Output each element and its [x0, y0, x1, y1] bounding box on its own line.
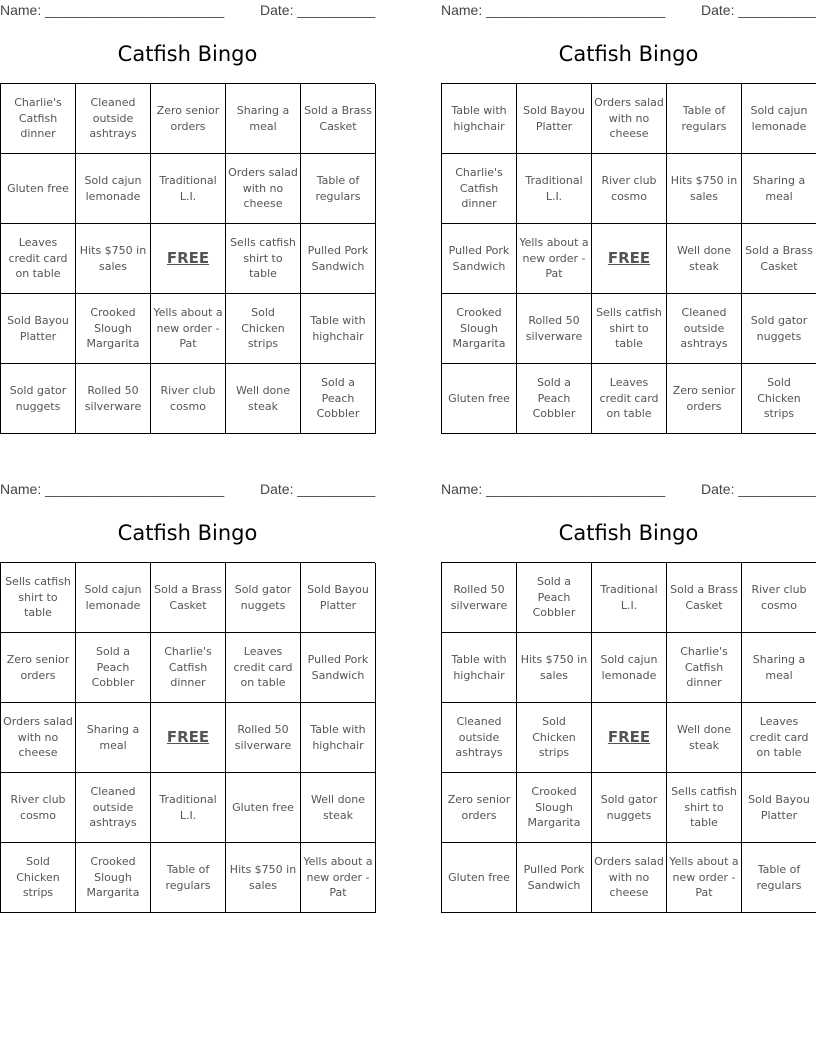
name-field-label: Name: _______________________ — [0, 2, 225, 18]
bingo-cell: Crooked Slough Margarita — [442, 294, 517, 364]
bingo-cell: Cleaned outside ashtrays — [442, 703, 517, 773]
bingo-cell: Sold Bayou Platter — [517, 84, 592, 154]
date-field-label: Date: __________ — [260, 481, 376, 497]
bingo-cell: Sold a Brass Casket — [151, 563, 226, 633]
bingo-cell: Sold a Peach Cobbler — [301, 364, 376, 434]
bingo-cell: Sold Bayou Platter — [1, 294, 76, 364]
bingo-cell: Charlie's Catfish dinner — [442, 154, 517, 224]
bingo-cell: Sold Bayou Platter — [742, 773, 816, 843]
bingo-cell: Sells catfish shirt to table — [592, 294, 667, 364]
bingo-cell: Well done steak — [301, 773, 376, 843]
bingo-cell: River club cosmo — [742, 563, 816, 633]
bingo-grid — [0, 83, 375, 434]
bingo-cell: Zero senior orders — [442, 773, 517, 843]
bingo-cell: Crooked Slough Margarita — [76, 843, 151, 913]
name-field-label: Name: _______________________ — [441, 481, 666, 497]
bingo-cell: Hits $750 in sales — [667, 154, 742, 224]
name-date-row — [0, 481, 375, 499]
bingo-cell: Gluten free — [1, 154, 76, 224]
bingo-cell: Sells catfish shirt to table — [667, 773, 742, 843]
bingo-cell: Pulled Pork Sandwich — [517, 843, 592, 913]
bingo-cell: Sold a Brass Casket — [742, 224, 816, 294]
bingo-cell: Orders salad with no cheese — [592, 843, 667, 913]
bingo-cell: River club cosmo — [592, 154, 667, 224]
bingo-cell: Sold Chicken strips — [226, 294, 301, 364]
date-field-label: Date: __________ — [701, 2, 816, 18]
bingo-cell: Pulled Pork Sandwich — [442, 224, 517, 294]
free-space-cell: FREE — [151, 703, 226, 773]
bingo-cell: Sold cajun lemonade — [742, 84, 816, 154]
card-title: Catfish Bingo — [558, 521, 699, 545]
bingo-cell: Well done steak — [667, 224, 742, 294]
bingo-cell: Sold a Peach Cobbler — [517, 364, 592, 434]
bingo-cell: Gluten free — [442, 364, 517, 434]
bingo-cell: Sold Chicken strips — [517, 703, 592, 773]
bingo-cell: Sold cajun lemonade — [76, 154, 151, 224]
bingo-cell: Gluten free — [442, 843, 517, 913]
bingo-cell: Leaves credit card on table — [742, 703, 816, 773]
name-field-label: Name: _______________________ — [0, 481, 225, 497]
date-field-label: Date: __________ — [701, 481, 816, 497]
bingo-cell: River club cosmo — [151, 364, 226, 434]
bingo-cell: Charlie's Catfish dinner — [151, 633, 226, 703]
bingo-cell: Rolled 50 silverware — [226, 703, 301, 773]
bingo-cell: Orders salad with no cheese — [1, 703, 76, 773]
bingo-cell: Leaves credit card on table — [226, 633, 301, 703]
bingo-cell: Table of regulars — [301, 154, 376, 224]
bingo-cell: Sharing a meal — [742, 633, 816, 703]
bingo-cell: Sold a Peach Cobbler — [517, 563, 592, 633]
bingo-cell: Rolled 50 silverware — [76, 364, 151, 434]
name-date-row — [441, 481, 816, 499]
free-space-cell: FREE — [151, 224, 226, 294]
bingo-cell: Table with highchair — [301, 294, 376, 364]
bingo-cell: Table with highchair — [301, 703, 376, 773]
bingo-cell: Hits $750 in sales — [517, 633, 592, 703]
bingo-cell: Sells catfish shirt to table — [1, 563, 76, 633]
bingo-cell: Zero senior orders — [667, 364, 742, 434]
bingo-cell: Sold Bayou Platter — [301, 563, 376, 633]
bingo-cell: Sharing a meal — [226, 84, 301, 154]
bingo-cell: Sold Chicken strips — [1, 843, 76, 913]
bingo-cell: Cleaned outside ashtrays — [76, 84, 151, 154]
bingo-cell: Sharing a meal — [742, 154, 816, 224]
bingo-cell: Rolled 50 silverware — [442, 563, 517, 633]
bingo-cell: Hits $750 in sales — [76, 224, 151, 294]
bingo-cell: Sells catfish shirt to table — [226, 224, 301, 294]
bingo-cell: Sold cajun lemonade — [76, 563, 151, 633]
bingo-grid — [0, 562, 375, 913]
bingo-cell: Table with highchair — [442, 633, 517, 703]
bingo-cell: Table of regulars — [742, 843, 816, 913]
bingo-cell: Sold gator nuggets — [226, 563, 301, 633]
bingo-cell: Orders salad with no cheese — [592, 84, 667, 154]
card-title: Catfish Bingo — [117, 42, 258, 66]
bingo-cell: Pulled Pork Sandwich — [301, 633, 376, 703]
bingo-cell: Sold gator nuggets — [1, 364, 76, 434]
bingo-cell: Cleaned outside ashtrays — [76, 773, 151, 843]
bingo-cell: Zero senior orders — [1, 633, 76, 703]
bingo-cell: Traditional L.I. — [151, 154, 226, 224]
bingo-cell: Table with highchair — [442, 84, 517, 154]
bingo-cell: Sold cajun lemonade — [592, 633, 667, 703]
date-field-label: Date: __________ — [260, 2, 376, 18]
bingo-cell: Sold Chicken strips — [742, 364, 816, 434]
bingo-cell: Leaves credit card on table — [592, 364, 667, 434]
bingo-cell: Table of regulars — [151, 843, 226, 913]
card-title: Catfish Bingo — [558, 42, 699, 66]
bingo-cell: Charlie's Catfish dinner — [667, 633, 742, 703]
bingo-cell: Crooked Slough Margarita — [517, 773, 592, 843]
bingo-cell: River club cosmo — [1, 773, 76, 843]
bingo-cell: Sold gator nuggets — [742, 294, 816, 364]
bingo-cell: Leaves credit card on table — [1, 224, 76, 294]
bingo-cell: Yells about a new order - Pat — [667, 843, 742, 913]
bingo-cell: Yells about a new order - Pat — [151, 294, 226, 364]
free-space-cell: FREE — [592, 703, 667, 773]
bingo-cell: Sold a Brass Casket — [301, 84, 376, 154]
bingo-cell: Sold a Brass Casket — [667, 563, 742, 633]
bingo-grid — [441, 83, 816, 434]
name-date-row — [441, 2, 816, 20]
bingo-cell: Charlie's Catfish dinner — [1, 84, 76, 154]
bingo-cell: Rolled 50 silverware — [517, 294, 592, 364]
bingo-cell: Orders salad with no cheese — [226, 154, 301, 224]
bingo-cell: Yells about a new order - Pat — [517, 224, 592, 294]
bingo-cell: Well done steak — [667, 703, 742, 773]
bingo-cell: Sold gator nuggets — [592, 773, 667, 843]
bingo-cell: Pulled Pork Sandwich — [301, 224, 376, 294]
bingo-cell: Traditional L.I. — [151, 773, 226, 843]
bingo-cell: Crooked Slough Margarita — [76, 294, 151, 364]
bingo-cell: Traditional L.I. — [517, 154, 592, 224]
bingo-cell: Sold a Peach Cobbler — [76, 633, 151, 703]
card-title: Catfish Bingo — [117, 521, 258, 545]
free-space-cell: FREE — [592, 224, 667, 294]
bingo-cell: Zero senior orders — [151, 84, 226, 154]
bingo-cell: Table of regulars — [667, 84, 742, 154]
name-field-label: Name: _______________________ — [441, 2, 666, 18]
bingo-cell: Hits $750 in sales — [226, 843, 301, 913]
bingo-cell: Well done steak — [226, 364, 301, 434]
bingo-cell: Sharing a meal — [76, 703, 151, 773]
bingo-cell: Gluten free — [226, 773, 301, 843]
bingo-cell: Cleaned outside ashtrays — [667, 294, 742, 364]
bingo-cell: Traditional L.I. — [592, 563, 667, 633]
bingo-cell: Yells about a new order - Pat — [301, 843, 376, 913]
name-date-row — [0, 2, 375, 20]
bingo-grid — [441, 562, 816, 913]
